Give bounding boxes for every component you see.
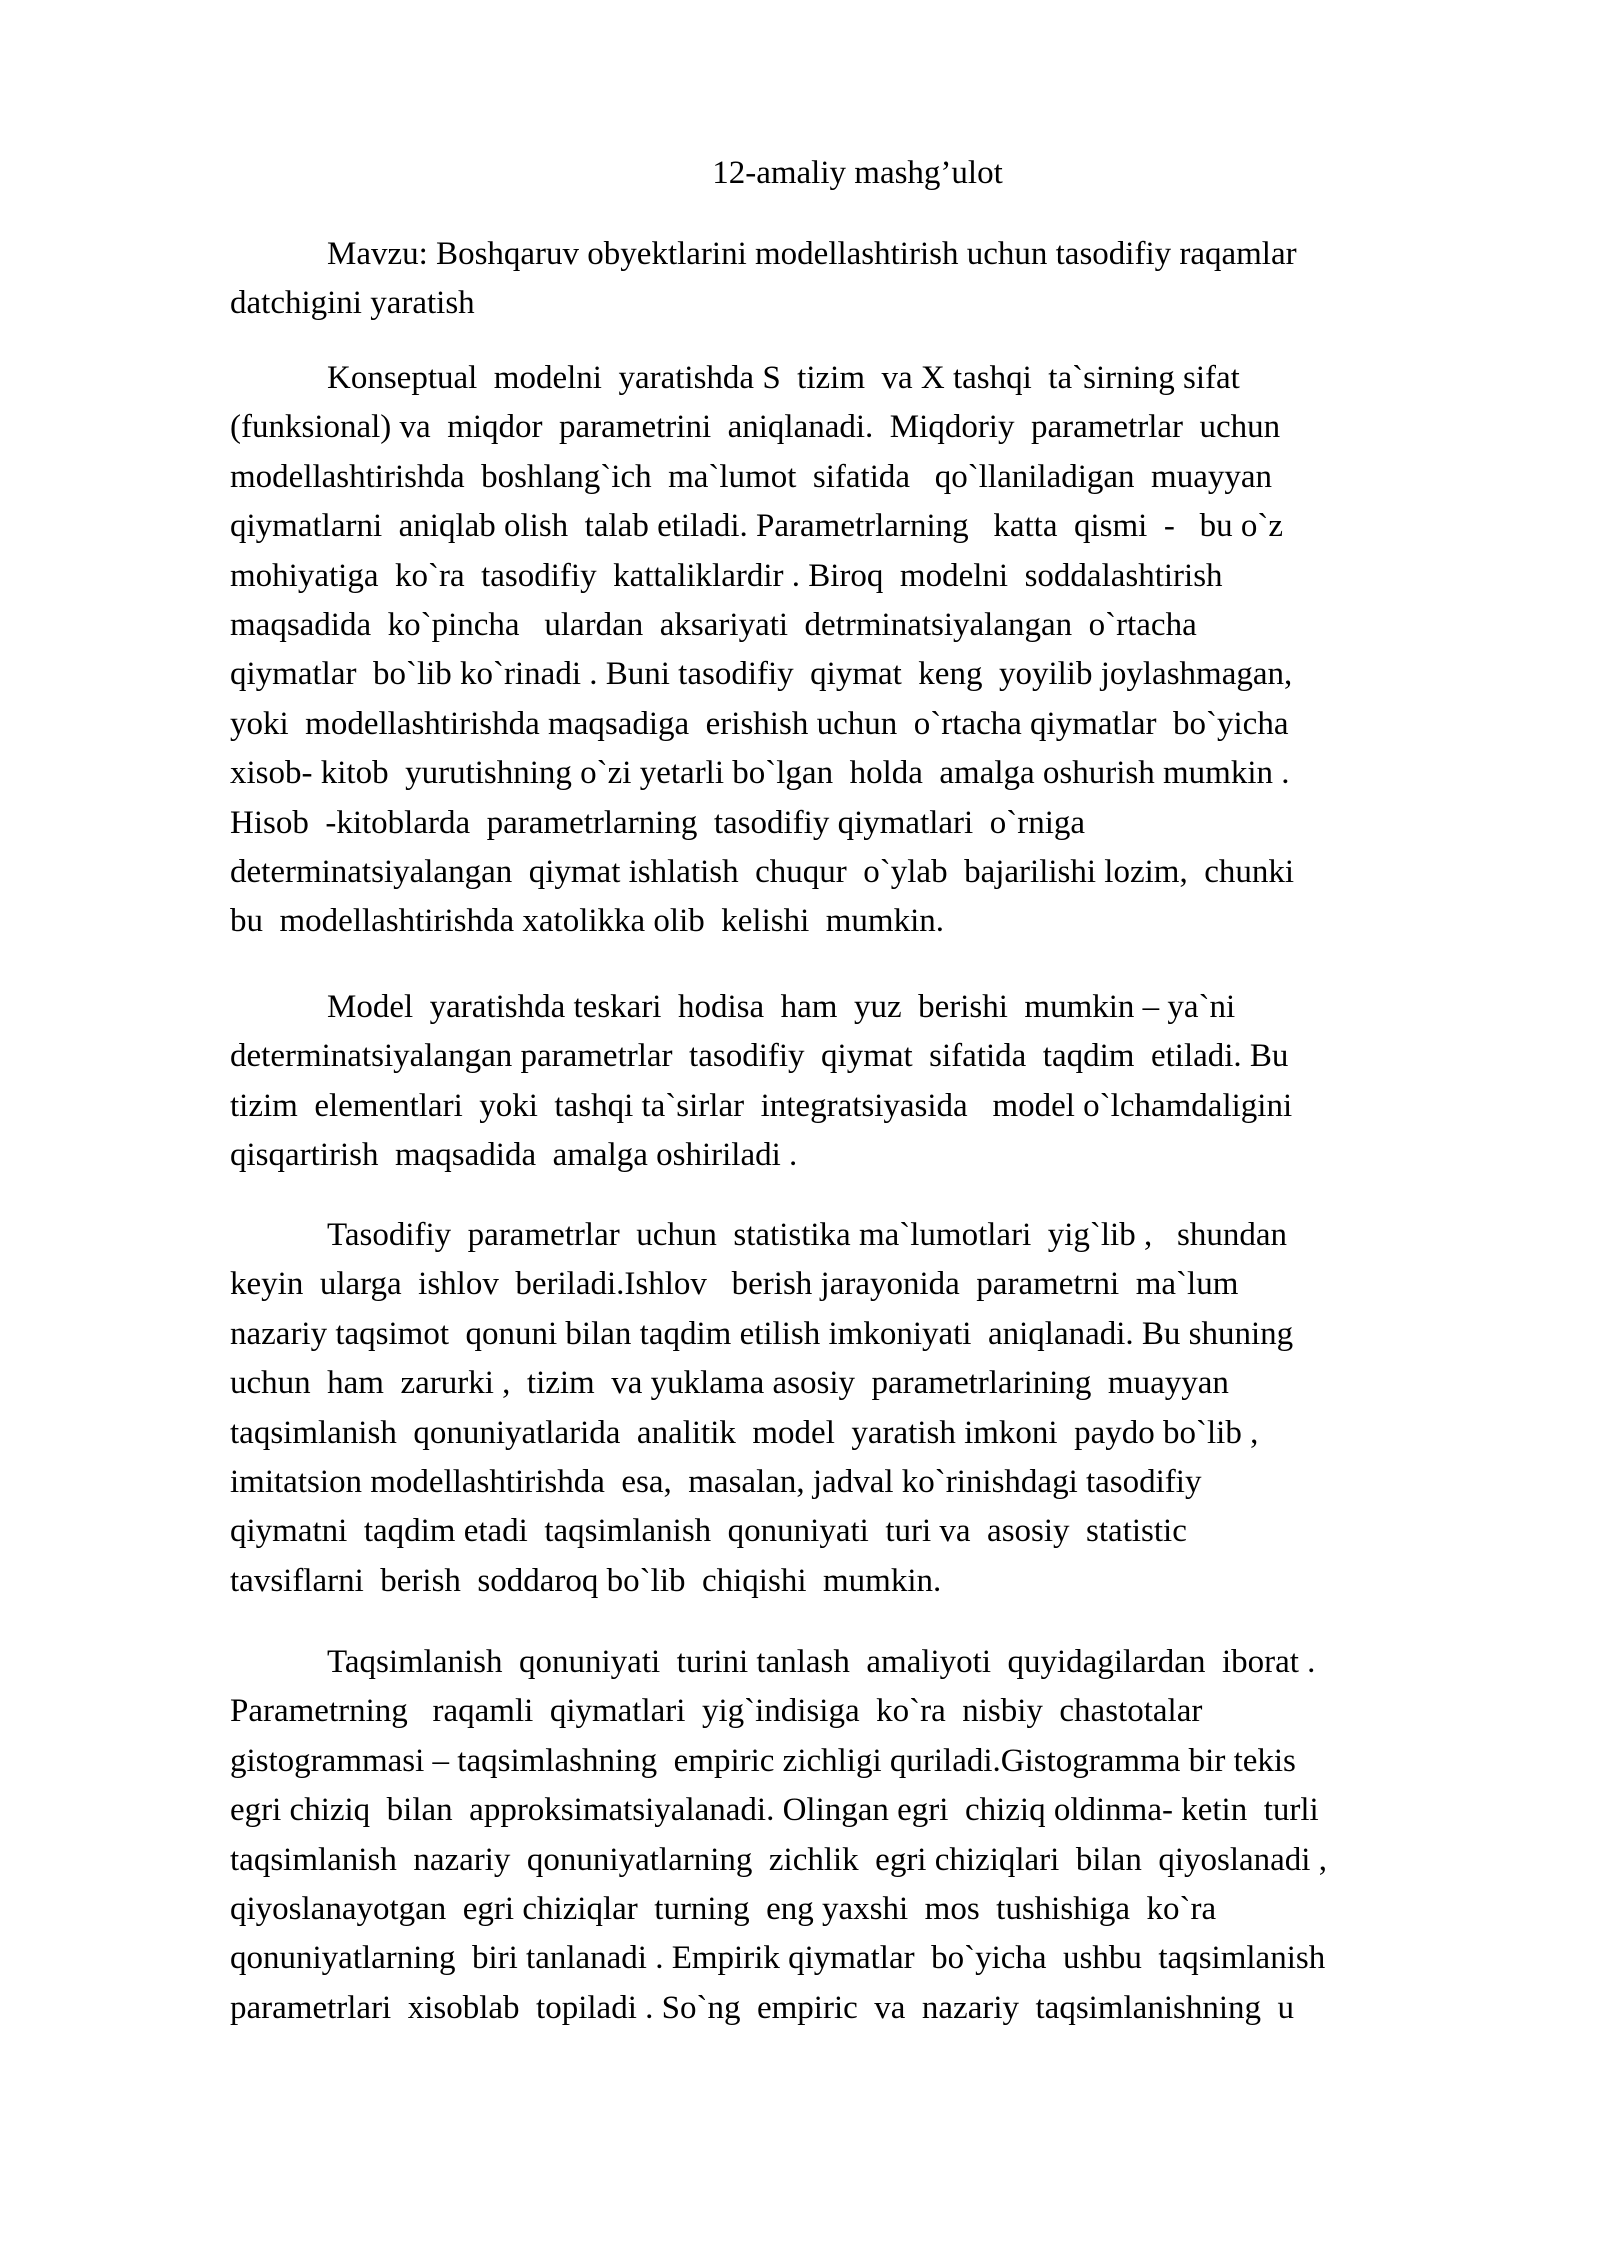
- paragraph-line: xisob- kitob yurutishning o`zi yetarli bo`lgan holda amalga oshurish mumkin .: [230, 755, 1290, 792]
- paragraph-line: Tasodifiy parametrlar uchun statistika ma`lumotlari yig`lib , shundan: [327, 1217, 1287, 1253]
- paragraph: [230, 354, 1294, 947]
- paragraph-line: (funksional) va miqdor parametrini aniqlanadi. Miqdoriy parametrlar uchun: [230, 409, 1281, 446]
- topic-line: Mavzu: Boshqaruv obyektlarini modellashtirish uchun tasodifiy raqamlar: [327, 236, 1297, 272]
- paragraph-line: qiymatlar bo`lib ko`rinadi . Buni tasodifiy qiymat keng yoyilib joylashmagan,: [230, 656, 1293, 693]
- paragraph: [230, 1211, 1293, 1606]
- paragraph: [230, 1638, 1327, 2033]
- paragraph-line: Parametrning raqamli qiymatlari yig`indisiga ko`ra nisbiy chastotalar: [230, 1693, 1203, 1730]
- paragraph-line: qiyoslanayotgan egri chiziqlar turning eng yaxshi mos tushishiga ko`ra: [230, 1891, 1217, 1928]
- paragraph-line: gistogrammasi – taqsimlashning empiric zichligi quriladi.Gistogramma bir tekis: [230, 1742, 1296, 1779]
- paragraph-line: egri chiziq bilan approksimatsiyalanadi. Olingan egri chiziq oldinma- ketin turli: [230, 1792, 1319, 1829]
- paragraph-line: qiymatni taqdim etadi taqsimlanish qonuniyati turi va asosiy statistic: [230, 1513, 1187, 1550]
- paragraph-line: yoki modellashtirishda maqsadiga erishish uchun o`rtacha qiymatlar bo`yicha: [230, 705, 1289, 742]
- paragraph-line: keyin ularga ishlov beriladi.Ishlov berish jarayonida parametrni ma`lum: [230, 1266, 1239, 1303]
- paragraph-line: determinatsiyalangan parametrlar tasodifiy qiymat sifatida taqdim etiladi. Bu: [230, 1038, 1289, 1075]
- paragraph-line: mohiyatiga ko`ra tasodifiy kattaliklardir . Biroq modelni soddalashtirish: [230, 557, 1223, 594]
- paragraph-line: taqsimlanish qonuniyatlarida analitik model yaratish imkoni paydo bo`lib ,: [230, 1414, 1259, 1451]
- topic-line: datchigini yaratish: [230, 285, 475, 322]
- paragraph-line: qiymatlarni aniqlab olish talab etiladi. Parametrlarning katta qismi - bu o`z: [230, 508, 1283, 545]
- paragraph-line: determinatsiyalangan qiymat ishlatish chuqur o`ylab bajarilishi lozim, chunki: [230, 854, 1295, 891]
- paragraph-line: imitatsion modellashtirishda esa, masalan, jadval ko`rinishdagi tasodifiy: [230, 1464, 1202, 1501]
- paragraph-line: qonuniyatlarning biri tanlanadi . Empirik qiymatlar bo`yicha ushbu taqsimlanish: [230, 1940, 1326, 1977]
- paragraph-line: Hisob -kitoblarda parametrlarning tasodifiy qiymatlari o`rniga: [230, 804, 1086, 841]
- paragraph-line: tavsiflarni berish soddaroq bo`lib chiqishi mumkin.: [230, 1562, 942, 1599]
- paragraph-line: taqsimlanish nazariy qonuniyatlarning zichlik egri chiziqlari bilan qiyoslanadi ,: [230, 1841, 1327, 1878]
- paragraph-line: bu modellashtirishda xatolikka olib kelishi mumkin.: [230, 903, 945, 940]
- paragraph-line: Konseptual modelni yaratishda S tizim va X tashqi ta`sirning sifat: [327, 360, 1240, 396]
- paragraph-line: maqsadida ko`pincha ulardan aksariyati detrminatsiyalangan o`rtacha: [230, 607, 1197, 644]
- paragraph-line: qisqartirish maqsadida amalga oshiriladi .: [230, 1137, 798, 1174]
- document-title: 12-amaliy mashg’ulot: [712, 155, 1003, 191]
- paragraph-line: nazariy taqsimot qonuni bilan taqdim etilish imkoniyati aniqlanadi. Bu shuning: [230, 1315, 1294, 1352]
- paragraph: [230, 983, 1292, 1181]
- paragraph-line: Taqsimlanish qonuniyati turini tanlash amaliyoti quyidagilardan iborat .: [327, 1644, 1316, 1680]
- topic-heading: [230, 230, 1297, 329]
- paragraph-line: parametrlari xisoblab topiladi . So`ng empiric va nazariy taqsimlanishning u: [230, 1989, 1294, 2026]
- paragraph-line: uchun ham zarurki , tizim va yuklama asosiy parametrlarining muayyan: [230, 1365, 1229, 1402]
- paragraph-line: tizim elementlari yoki tashqi ta`sirlar integratsiyasida model o`lchamdaligini: [230, 1087, 1293, 1124]
- paragraph-line: Model yaratishda teskari hodisa ham yuz berishi mumkin – ya`ni: [327, 989, 1236, 1025]
- paragraph-line: modellashtirishda boshlang`ich ma`lumot sifatida qo`llaniladigan muayyan: [230, 458, 1273, 495]
